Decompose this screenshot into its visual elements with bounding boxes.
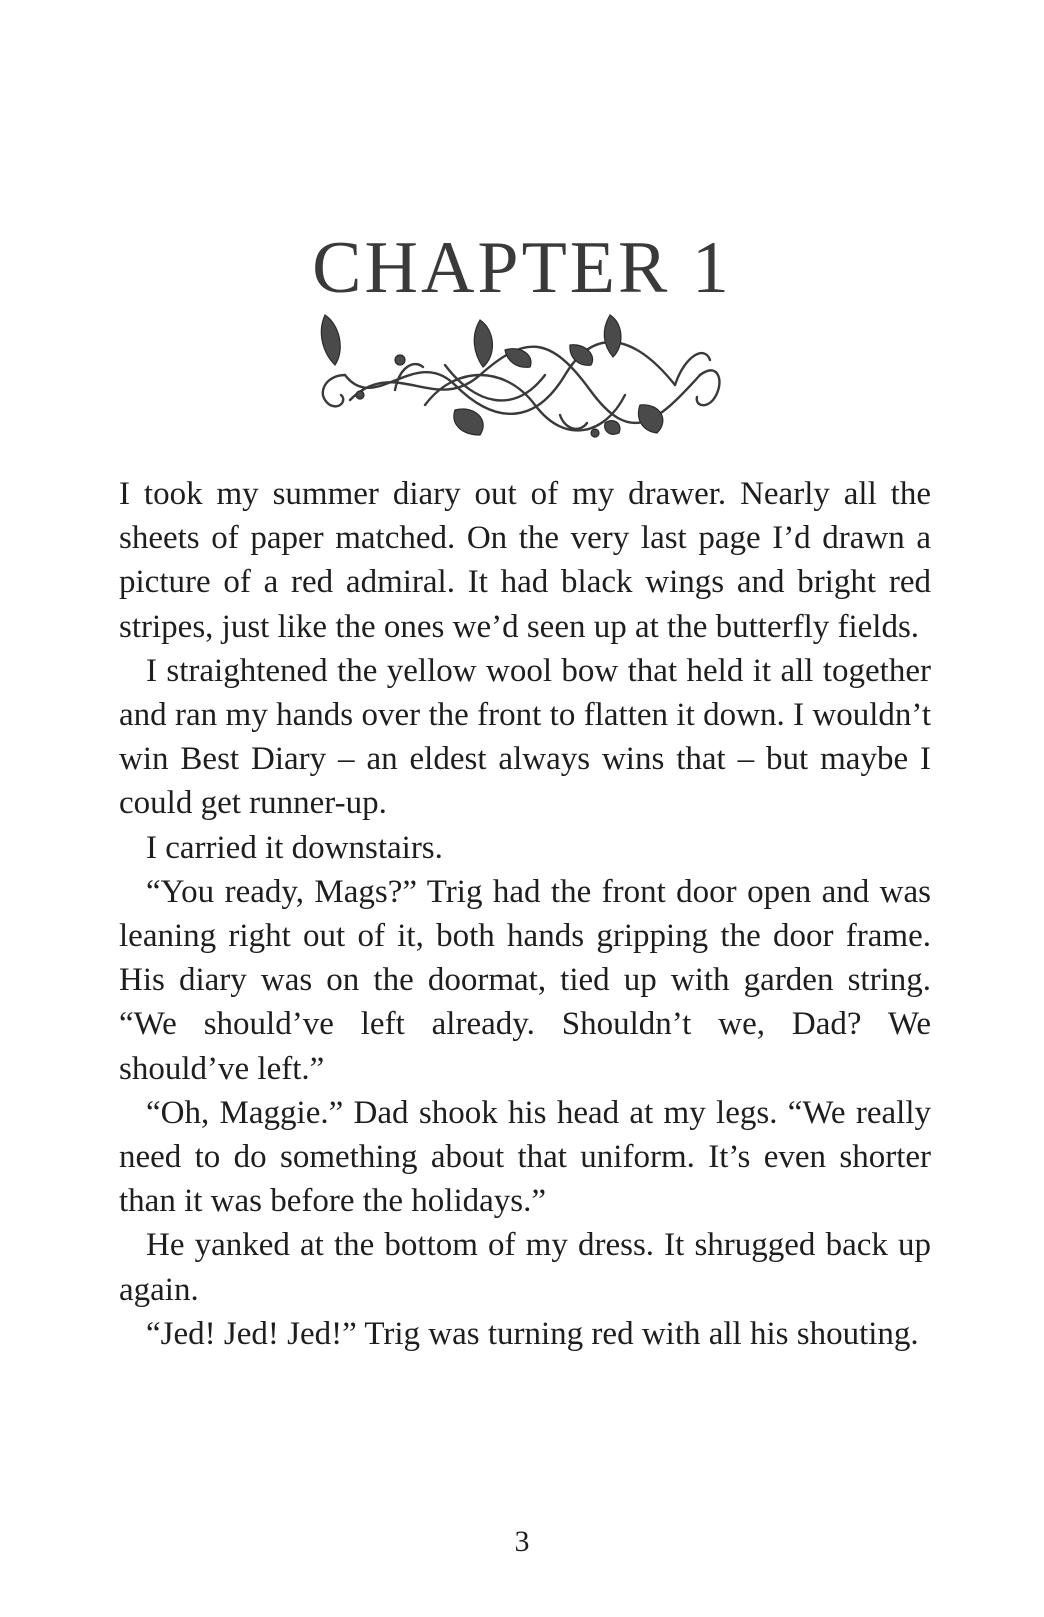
paragraph: “Oh, Maggie.” Dad shook his head at my legs. “We really need to do something about that uniform. It’s even shorter than it was before the holidays.” — [119, 1094, 931, 1220]
paragraph: I straightened the yellow wool bow that held it all together and ran my hands over the front to flatten it down. I wouldn’t win Best Diary – an eldest always wins that – but maybe I could get runner-up. — [119, 652, 931, 822]
page-number: 3 — [514, 1525, 530, 1558]
paragraph: I carried it downstairs. — [146, 829, 443, 866]
chapter-title: CHAPTER 1 — [312, 227, 732, 309]
vine-ornament-icon — [305, 305, 735, 455]
paragraph: I took my summer diary out of my drawer. Nearly all the sheets of paper matched. On the very last page I’d drawn a picture of a red admiral. It had black wings and bright red stripes, just like the ones we’d seen up at the butterfly fields. — [119, 476, 931, 645]
paragraph: “You ready, Mags?” Trig had the front door open and was leaning right out of it, both hands gripping the door frame. His diary was on the doormat, tied up with garden string. “We should’ve left already. Shouldn’t we, Dad? We should’ve left.” — [119, 873, 931, 1087]
paragraph: He yanked at the bottom of my dress. It shrugged back up again. — [119, 1227, 931, 1308]
paragraph: “Jed! Jed! Jed!” Trig was turning red with all his shouting. — [146, 1315, 919, 1352]
chapter-body — [119, 472, 931, 1356]
